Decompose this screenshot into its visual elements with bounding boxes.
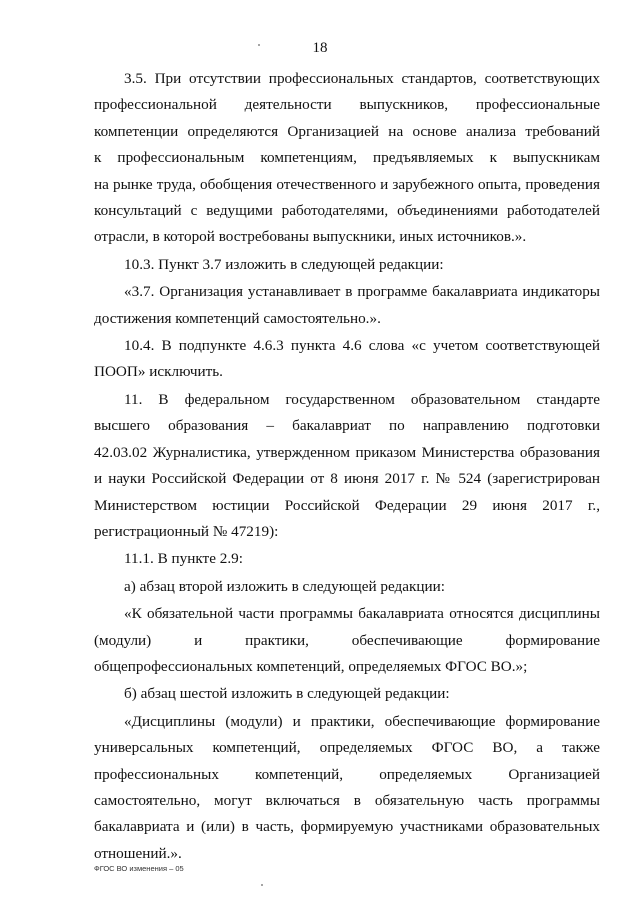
text-line: «3.7. Организация устанавливает в программе бакалавриата индикаторы bbox=[124, 283, 600, 301]
text-line: 11.1. В пункте 2.9: bbox=[124, 550, 243, 568]
paragraph-10-3 bbox=[94, 252, 600, 278]
text-line: а) абзац второй изложить в следующей редакции: bbox=[124, 577, 446, 595]
text-line: «К обязательной части программы бакалавриата относятся дисциплины bbox=[124, 605, 600, 623]
text-line: 11. В федеральном государственном образовательном стандарте bbox=[124, 390, 600, 408]
text-line: 3.5. При отсутствии профессиональных стандартов, соответствующих bbox=[124, 70, 600, 87]
text-line: достижения компетенций самостоятельно.». bbox=[94, 309, 381, 327]
paragraph-3-7-quote bbox=[94, 279, 600, 332]
text-line: самостоятельно, могут включаться в обязательную часть программы bbox=[94, 791, 600, 809]
text-line: (модули) и практики, обеспечивающие формирование bbox=[94, 631, 600, 649]
paragraph-a bbox=[94, 574, 600, 600]
paragraph-10-4 bbox=[94, 333, 600, 386]
paragraph-a-quote bbox=[94, 601, 600, 680]
footer-doc-code: ФГОС ВО изменения – 05 bbox=[94, 864, 184, 873]
paragraph-b-quote bbox=[94, 709, 600, 867]
text-line: и науки Российской Федерации от 8 июня 2017 г. № 524 (зарегистрирован bbox=[94, 470, 600, 488]
text-line: к профессиональным компетенциям, предъявляемых к выпускникам bbox=[94, 149, 600, 167]
paragraph-11-1 bbox=[94, 546, 600, 572]
text-line: профессиональной деятельности выпускников, профессиональные bbox=[94, 96, 600, 114]
text-line: ПООП» исключить. bbox=[94, 363, 223, 381]
text-line: 10.3. Пункт 3.7 изложить в следующей редакции: bbox=[124, 255, 444, 273]
document-body bbox=[94, 66, 600, 868]
text-line: Министерством юстиции Российской Федерации 29 июня 2017 г., bbox=[94, 496, 600, 514]
text-line: консультаций с ведущими работодателями, объединениями работодателей bbox=[94, 202, 600, 220]
paragraph-3-5 bbox=[94, 66, 600, 251]
text-line: регистрационный № 47219): bbox=[94, 522, 279, 540]
text-line: отношений.». bbox=[94, 844, 182, 862]
paragraph-11 bbox=[94, 387, 600, 545]
text-line: универсальных компетенций, определяемых ФГОС ВО, а также bbox=[94, 739, 600, 757]
text-line: «Дисциплины (модули) и практики, обеспечивающие формирование bbox=[124, 712, 600, 730]
text-line: общепрофессиональных компетенций, определяемых ФГОС ВО.»; bbox=[94, 657, 528, 675]
text-line: 10.4. В подпункте 4.6.3 пункта 4.6 слова «с учетом соответствующей bbox=[124, 337, 600, 355]
text-line: б) абзац шестой изложить в следующей редакции: bbox=[124, 685, 450, 703]
scan-speck bbox=[258, 44, 260, 46]
paragraph-b bbox=[94, 681, 600, 707]
text-line: 42.03.02 Журналистика, утвержденном приказом Министерства образования bbox=[94, 443, 600, 461]
page-number: 18 bbox=[312, 40, 328, 56]
text-line: компетенции определяются Организацией на основе анализа требований bbox=[94, 122, 600, 140]
scan-speck bbox=[261, 884, 263, 886]
text-line: профессиональных компетенций, определяемых Организацией bbox=[94, 765, 600, 783]
text-line: отрасли, в которой востребованы выпускники, иных источников.». bbox=[94, 228, 527, 246]
text-line: высшего образования – бакалавриат по направлению подготовки bbox=[94, 417, 600, 435]
text-line: бакалавриата и (или) в часть, формируемую участниками образовательных bbox=[94, 818, 600, 836]
text-line: на рынке труда, обобщения отечественного и зарубежного опыта, проведения bbox=[94, 175, 600, 193]
